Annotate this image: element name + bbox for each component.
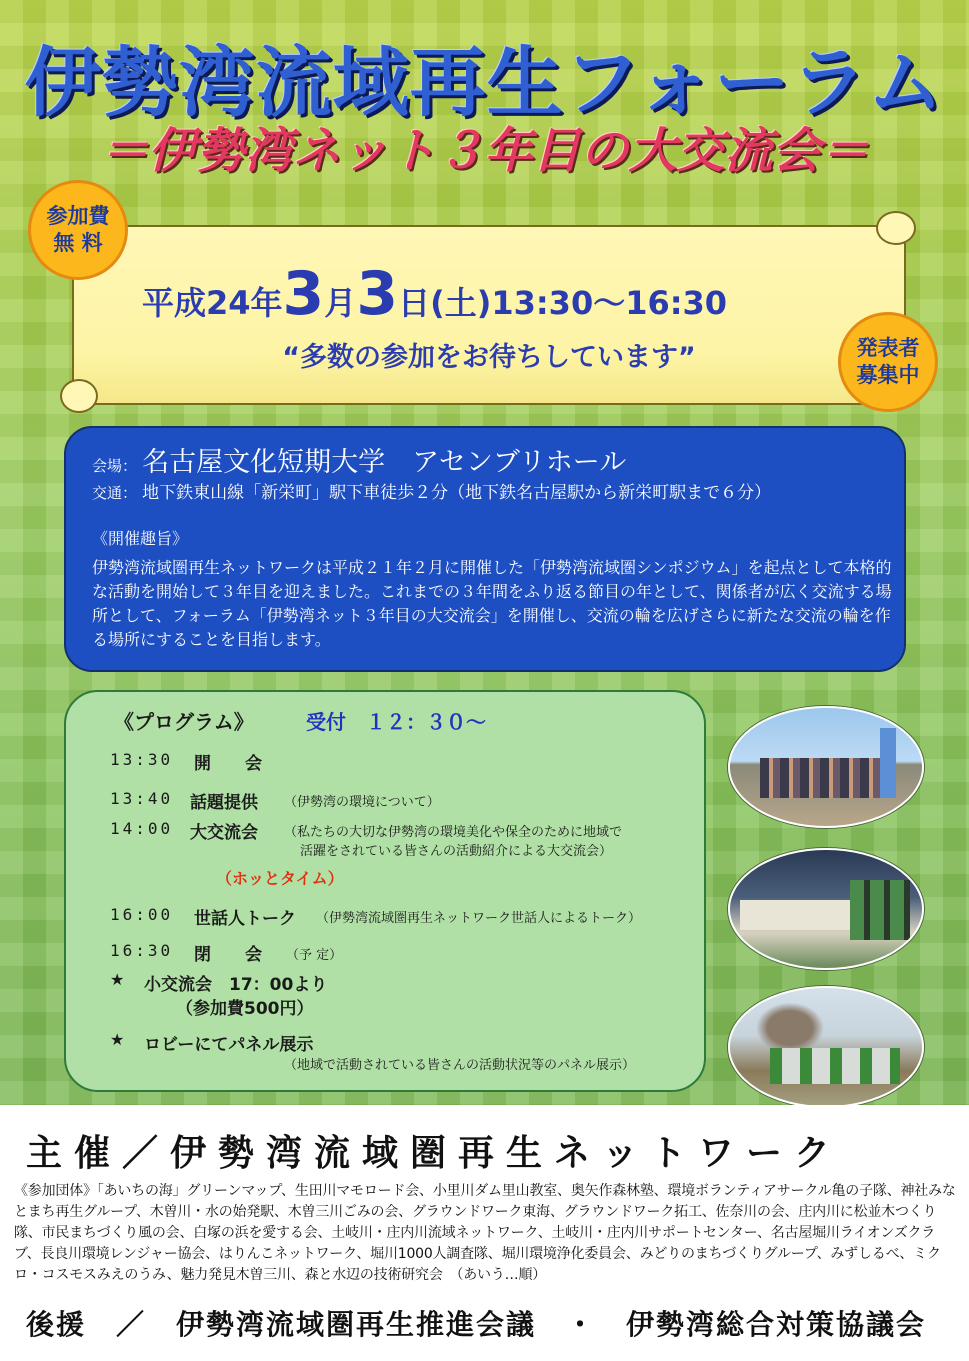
access-row — [92, 478, 771, 503]
footer — [0, 1105, 969, 1361]
break-time: （ホッとタイム） — [216, 869, 344, 888]
event-date — [142, 259, 727, 329]
event-time: 13:30〜16:30 — [491, 284, 728, 322]
purpose-title: 《開催趣旨》 — [92, 529, 189, 548]
date-month: 3 — [282, 259, 325, 329]
access-label: 交通： — [92, 484, 138, 502]
free-admission-badge — [28, 180, 128, 280]
program-note-2: 活躍をされている皆さんの活動紹介による大交流会） — [300, 844, 613, 859]
organizer: 主催／伊勢湾流域圏再生ネットワーク — [26, 1133, 843, 1174]
sub-title: ＝伊勢湾ネット３年目の大交流会＝ — [100, 123, 869, 179]
program-title: 話題提供 — [190, 793, 258, 813]
date-day-unit: 日 — [398, 284, 431, 322]
presenter-line2: 募集中 — [856, 363, 920, 387]
presenter-recruit-badge — [838, 312, 938, 412]
date-scroll-banner — [64, 215, 906, 405]
participating-groups: 《参加団体》「あいちの海」グリーンマップ、生田川マモロード会、小里川ダム里山教室、奥矢作森林塾、環境ボランティアサークル亀の子隊、神社みなとまち再生グループ、木曽川・水の始発駅、木曽三川ごみの会、グラウンドワーク東海、グラウンドワーク拓工、佐奈川の会、庄内川に松並木つくり隊、市民まちづくり風の会、白塚の浜を愛する会、土岐川・庄内川流域ネットワーク、土岐川・庄内川サポートセンター、名古屋堀川ライオンズクラブ、長良川環境レンジャー協会、はりんこネットワーク、堀川1000人調査隊、堀川環境浄化委員会、みどりのまちづくりグループ、みずしるべ、ミクロ・コスモスみえのうみ、魅力発見木曽三川、森と水辺の技術研究会 （あいう…順） — [14, 1183, 956, 1283]
date-day: 3 — [356, 259, 399, 329]
scroll-body — [72, 225, 906, 405]
meeting-photo — [728, 848, 924, 970]
scroll-curl-top — [876, 211, 916, 245]
program-time: 16:30 — [110, 941, 174, 960]
program-time: 16:00 — [110, 905, 174, 924]
field-activity-photo — [728, 986, 924, 1105]
program-title: 開 会 — [194, 754, 262, 774]
small-exchange: 小交流会 17：00より — [144, 975, 328, 995]
table-shape — [740, 900, 850, 930]
program-note: （予 定） — [286, 948, 343, 963]
star-icon: ★ — [110, 1030, 125, 1049]
program-title: 世話人トーク — [194, 909, 296, 929]
fee-line1: 参加費 — [46, 204, 110, 228]
program-title: 閉 会 — [194, 945, 262, 965]
access-text: 地下鉄東山線「新栄町」駅下車徒歩２分（地下鉄名古屋駅から新栄町駅まで６分） — [142, 483, 772, 503]
program-note: （伊勢湾の環境について） — [284, 795, 440, 810]
venue-info-box — [64, 426, 906, 672]
people-silhouette — [770, 1048, 900, 1084]
star-icon: ★ — [110, 970, 125, 989]
purpose-text: 伊勢湾流域圏再生ネットワークは平成２１年２月に開催した「伊勢湾流域圏シンポジウム」を起点として本格的な活動を開始して３年目を迎えました。これまでの３年間をふり返る節目の年として、関係者が広く交流する場所として、フォーラム「伊勢湾ネット３年目の大交流会」を開催し、交流の輪を広げさらに新たな交流の輪を作る場所にすることを目指します。 — [92, 558, 892, 649]
venue-label: 会場： — [92, 457, 138, 475]
venue-name: 名古屋文化短期大学 アセンブリホール — [142, 447, 627, 478]
small-exchange-fee: （参加費500円） — [176, 999, 314, 1019]
program-note: （伊勢湾流域圏再生ネットワーク世話人によるトーク） — [316, 911, 642, 926]
program-title: 大交流会 — [190, 823, 258, 843]
people-silhouette — [760, 758, 890, 798]
group-photo — [728, 706, 924, 828]
invitation-text: “多数の参加をお待ちしています” — [282, 342, 696, 373]
main-title: 伊勢湾流域再生フォーラム — [24, 38, 945, 127]
people-silhouette — [850, 880, 910, 940]
program-box — [64, 690, 706, 1092]
presenter-line1: 発表者 — [856, 336, 920, 360]
date-prefix: 平成24年 — [142, 284, 283, 322]
reception-time: 受付 １２：３０〜 — [306, 710, 486, 734]
banner-flag — [880, 728, 896, 798]
lobby-panel: ロビーにてパネル展示 — [144, 1035, 314, 1055]
program-time: 13:30 — [110, 750, 174, 769]
program-note: （私たちの大切な伊勢湾の環境美化や保全のために地域で — [284, 825, 623, 840]
lobby-note: （地域で活動されている皆さんの活動状況等のパネル展示） — [284, 1058, 636, 1073]
supporters: 後援 ／ 伊勢湾流域圏再生推進会議 ・ 伊勢湾総合対策協議会 — [26, 1308, 927, 1341]
venue-row — [92, 440, 626, 479]
date-month-unit: 月 — [324, 284, 357, 322]
scroll-curl-left — [60, 379, 98, 413]
fee-line2: 無 料 — [53, 231, 103, 255]
program-heading: 《プログラム》 — [114, 710, 254, 734]
date-weekday: (土) — [430, 284, 492, 322]
program-time: 13:40 — [110, 789, 174, 808]
program-time: 14:00 — [110, 819, 174, 838]
